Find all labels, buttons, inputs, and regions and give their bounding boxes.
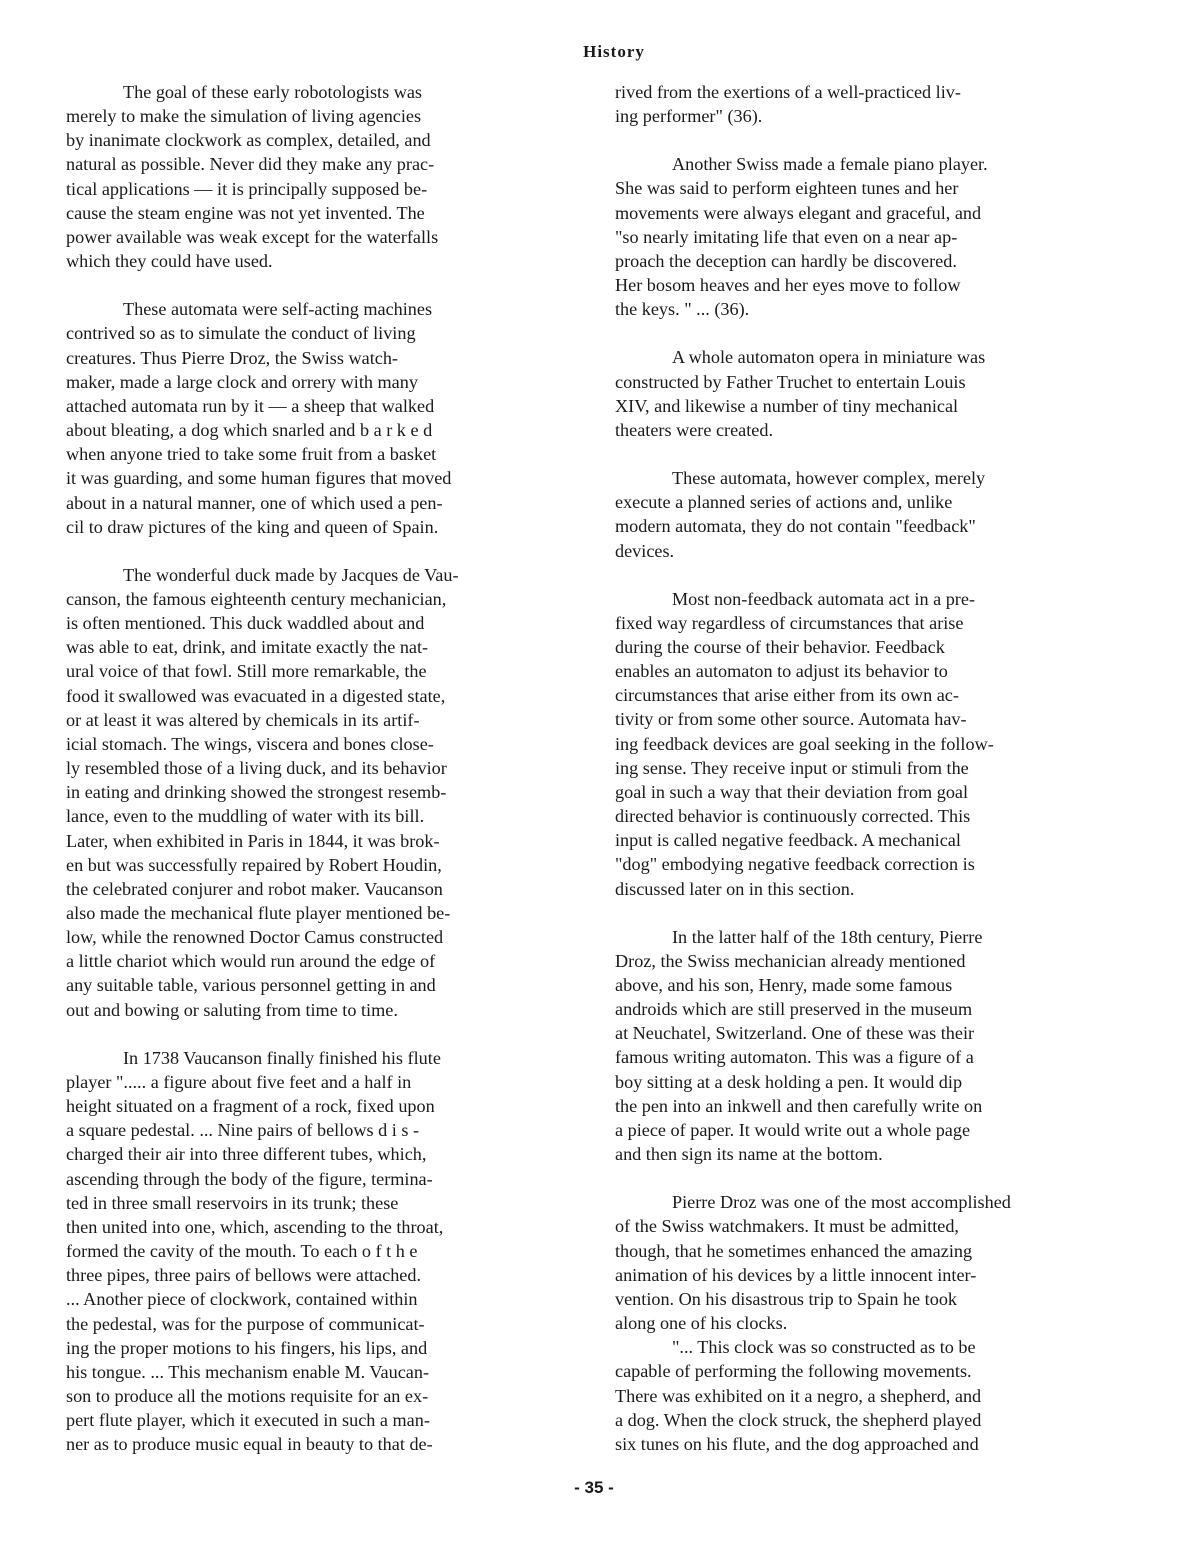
text-line: about bleating, a dog which snarled and b a r k e d	[66, 420, 433, 441]
text-line: Another Swiss made a female piano player.	[672, 154, 988, 175]
text-line: a piece of paper. It would write out a whole page	[615, 1119, 971, 1140]
text-line: along one of his clocks.	[615, 1313, 788, 1334]
text-line: rived from the exertions of a well-practiced liv-	[615, 82, 961, 102]
text-line: ing performer" (36).	[615, 106, 763, 127]
paragraph	[615, 345, 1118, 442]
text-line: or at least it was altered by chemicals in its artif-	[66, 709, 420, 730]
paragraph	[615, 80, 1118, 128]
text-line: These automata were self-acting machines	[123, 299, 433, 320]
text-line: tivity or from some other source. Automata hav-	[615, 709, 967, 730]
text-line: ing sense. They receive input or stimuli from the	[615, 757, 969, 778]
text-line: during the course of their behavior. Feedback	[615, 636, 945, 657]
text-line: enables an automaton to adjust its behavior to	[615, 661, 948, 682]
text-line: In 1738 Vaucanson finally finished his flute	[123, 1047, 441, 1068]
paragraph	[615, 466, 1118, 563]
text-line: There was exhibited on it a negro, a shepherd, and	[615, 1385, 982, 1406]
text-line: These automata, however complex, merely	[672, 468, 986, 489]
left-column	[66, 80, 578, 1480]
text-line: contrived so as to simulate the conduct of living	[66, 323, 416, 344]
text-line: A whole automaton opera in miniature was	[672, 347, 986, 368]
text-line: ted in three small reservoirs in its trunk; these	[66, 1192, 399, 1213]
text-line: natural as possible. Never did they make any prac-	[66, 154, 435, 175]
text-line: which they could have used.	[66, 251, 273, 272]
text-line: when anyone tried to take some fruit from a basket	[66, 444, 437, 465]
text-line: six tunes on his flute, and the dog approached and	[615, 1433, 979, 1454]
text-line: charged their air into three different tubes, which,	[66, 1144, 427, 1165]
text-line: of the Swiss watchmakers. It must be admitted,	[615, 1216, 959, 1237]
paragraph	[615, 925, 1118, 1167]
paragraph	[66, 297, 578, 539]
text-line: animation of his devices by a little innocent inter-	[615, 1264, 977, 1285]
text-line: low, while the renowned Doctor Camus constructed	[66, 927, 444, 948]
text-line: ascending through the body of the figure, termina-	[66, 1168, 433, 1189]
text-line: Droz, the Swiss mechanician already mentioned	[615, 950, 966, 971]
text-line: the keys. " ... (36).	[615, 299, 750, 320]
paragraph	[615, 1190, 1118, 1335]
text-line: cause the steam engine was not yet invented. The	[66, 202, 425, 223]
text-line: movements were always elegant and graceful, and	[615, 202, 982, 223]
text-line: lance, even to the muddling of water with its bill.	[66, 806, 425, 827]
page-number: - 35 -	[574, 1478, 614, 1497]
text-line: attached automata run by it — a sheep that walked	[66, 395, 435, 416]
text-line: pert flute player, which it executed in such a man-	[66, 1410, 430, 1431]
text-line: ... Another piece of clockwork, contained within	[66, 1289, 418, 1310]
text-line: In the latter half of the 18th century, Pierre	[672, 926, 983, 947]
paragraph	[66, 80, 578, 273]
text-line: three pipes, three pairs of bellows were attached.	[66, 1265, 422, 1286]
text-line: icial stomach. The wings, viscera and bones close-	[66, 733, 434, 754]
text-line: "so nearly imitating life that even on a near ap-	[615, 226, 958, 247]
text-line: XIV, and likewise a number of tiny mechanical	[615, 395, 959, 416]
text-line: his tongue. ... This mechanism enable M. Vaucan-	[66, 1361, 430, 1382]
text-line: modern automata, they do not contain "feedback"	[615, 516, 976, 537]
text-line: a square pedestal. ... Nine pairs of bellows d i s -	[66, 1120, 420, 1141]
paragraph	[66, 563, 578, 1022]
text-line: "dog" embodying negative feedback correction is	[615, 854, 975, 875]
text-line: it was guarding, and some human figures that moved	[66, 468, 452, 489]
text-line: tical applications — it is principally supposed be-	[66, 178, 428, 199]
text-line: the pedestal, was for the purpose of communicat-	[66, 1313, 425, 1334]
text-line: power available was weak except for the waterfalls	[66, 226, 439, 247]
text-line: out and bowing or saluting from time to time.	[66, 999, 398, 1020]
text-line: though, that he sometimes enhanced the amazing	[615, 1240, 973, 1261]
text-line: capable of performing the following movements.	[615, 1361, 972, 1382]
text-line: is often mentioned. This duck waddled about and	[66, 613, 425, 634]
text-line: She was said to perform eighteen tunes and her	[615, 178, 959, 199]
text-line: was able to eat, drink, and imitate exactly the nat-	[66, 637, 429, 658]
text-line: height situated on a fragment of a rock, fixed upon	[66, 1096, 435, 1117]
text-line: The goal of these early robotologists was	[123, 82, 423, 102]
text-line: theaters were created.	[615, 419, 774, 440]
text-line: devices.	[615, 540, 675, 561]
text-line: a dog. When the clock struck, the shepherd played	[615, 1409, 982, 1430]
text-line: ural voice of that fowl. Still more remarkable, the	[66, 661, 427, 682]
text-line: goal in such a way that their deviation from goal	[615, 781, 969, 802]
text-line: cil to draw pictures of the king and queen of Spain.	[66, 516, 439, 537]
paragraph	[615, 1335, 1118, 1456]
text-line: Her bosom heaves and her eyes move to follow	[615, 275, 961, 296]
paragraph	[615, 587, 1118, 901]
text-line: merely to make the simulation of living agencies	[66, 106, 422, 127]
text-line: food it swallowed was evacuated in a digested state,	[66, 685, 446, 706]
text-line: The wonderful duck made by Jacques de Vau-	[123, 564, 459, 585]
text-line: above, and his son, Henry, made some famous	[615, 975, 953, 995]
right-column	[615, 80, 1118, 1480]
text-line: a little chariot which would run around the edge of	[66, 951, 436, 972]
text-line: formed the cavity of the mouth. To each o f t h e	[66, 1241, 418, 1262]
text-line: son to produce all the motions requisite for an ex-	[66, 1385, 429, 1406]
text-line: ing the proper motions to his fingers, his lips, and	[66, 1337, 428, 1358]
text-line: maker, made a large clock and orrery with many	[66, 371, 418, 392]
running-header: History	[583, 42, 645, 61]
text-line: Pierre Droz was one of the most accomplished	[672, 1192, 1011, 1213]
text-line: about in a natural manner, one of which used a pen-	[66, 492, 443, 513]
text-line: ing feedback devices are goal seeking in the follow-	[615, 733, 994, 754]
text-line: famous writing automaton. This was a figure of a	[615, 1047, 974, 1068]
text-line: and then sign its name at the bottom.	[615, 1144, 883, 1165]
text-line: "... This clock was so constructed as to be	[672, 1337, 976, 1358]
text-line: the celebrated conjurer and robot maker. Vaucanson	[66, 878, 443, 899]
text-line: discussed later on in this section.	[615, 878, 855, 899]
text-line: vention. On his disastrous trip to Spain he took	[615, 1288, 958, 1309]
text-line: circumstances that arise either from its own ac-	[615, 685, 959, 706]
text-line: Most non-feedback automata act in a pre-	[672, 588, 975, 609]
text-line: also made the mechanical flute player mentioned be-	[66, 903, 451, 923]
text-line: ner as to produce music equal in beauty to that de-	[66, 1434, 433, 1455]
paragraph	[66, 1046, 578, 1457]
text-line: boy sitting at a desk holding a pen. It would dip	[615, 1071, 963, 1092]
text-line: player "..... a figure about five feet and a half in	[66, 1071, 412, 1092]
text-line: the pen into an inkwell and then carefully write on	[615, 1095, 983, 1116]
paragraph	[615, 152, 1118, 321]
text-line: creatures. Thus Pierre Droz, the Swiss watch-	[66, 347, 398, 368]
text-line: by inanimate clockwork as complex, detailed, and	[66, 130, 431, 151]
text-line: directed behavior is continuously corrected. This	[615, 806, 971, 827]
text-line: ly resembled those of a living duck, and its behavior	[66, 758, 447, 779]
text-line: any suitable table, various personnel getting in and	[66, 975, 436, 996]
text-line: canson, the famous eighteenth century mechanician,	[66, 588, 447, 609]
text-line: in eating and drinking showed the strongest resemb-	[66, 782, 447, 803]
text-line: then united into one, which, ascending to the throat,	[66, 1216, 444, 1237]
text-line: input is called negative feedback. A mechanical	[615, 830, 961, 851]
text-line: at Neuchatel, Switzerland. One of these was their	[615, 1023, 975, 1044]
text-line: execute a planned series of actions and, unlike	[615, 492, 953, 513]
text-line: androids which are still preserved in the museum	[615, 999, 973, 1020]
text-line: en but was successfully repaired by Robert Houdin,	[66, 854, 442, 875]
text-line: fixed way regardless of circumstances that arise	[615, 612, 964, 633]
text-line: proach the deception can hardly be discovered.	[615, 250, 957, 271]
text-line: Later, when exhibited in Paris in 1844, it was brok-	[66, 830, 440, 851]
text-line: constructed by Father Truchet to entertain Louis	[615, 371, 966, 392]
